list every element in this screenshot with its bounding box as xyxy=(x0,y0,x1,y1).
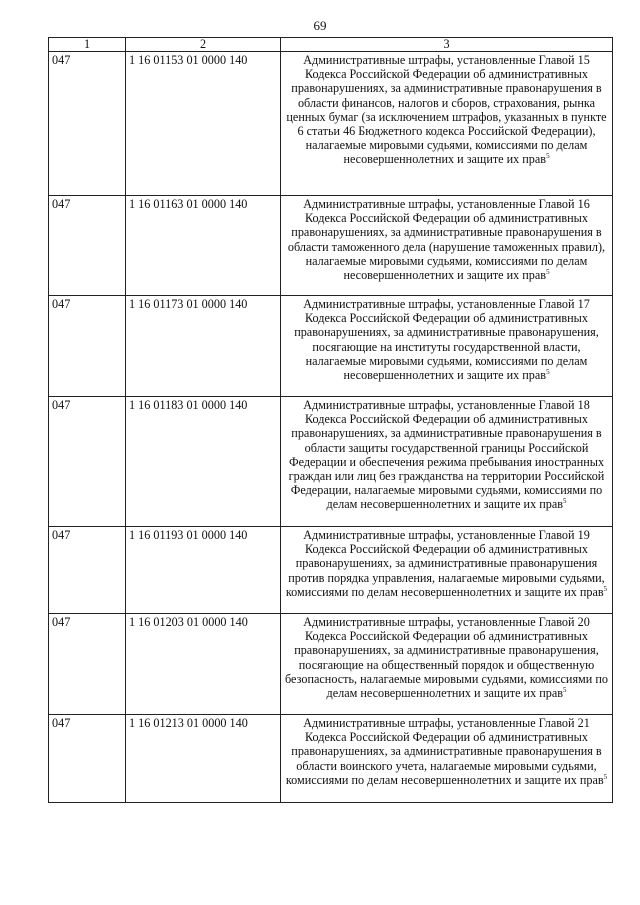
description-text: Административные штрафы, установленные Главой 15 Кодекса Российской Федерации об административных правонарушениях, за административные правонарушения в области финансов, налогов и сборов, страхования, рынка ценных бумаг (за исключением штрафов, указанных в пункте 6 статьи 46 Бюджетного кодекса Российской Федерации), налагаемые мировыми судьями, комиссиями по делам несовершеннолетних и защите их прав xyxy=(286,53,607,167)
table-row xyxy=(49,52,613,196)
admin-code-cell: 047 xyxy=(49,196,126,296)
column-header-3: 3 xyxy=(281,38,613,52)
footnote-mark: 5 xyxy=(546,152,550,161)
budget-code-cell: 1 16 01213 01 0000 140 xyxy=(126,715,281,803)
footnote-mark: 5 xyxy=(603,772,608,781)
admin-code-cell: 047 xyxy=(49,715,126,803)
table-row xyxy=(49,397,613,527)
description-text: Административные штрафы, установленные Главой 17 Кодекса Российской Федерации об административных правонарушениях, за административные правонарушения, посягающие на институты государственной власти, налагаемые мировыми судьями, комиссиями по делам несовершеннолетних и защите их прав xyxy=(294,297,599,383)
description-cell xyxy=(281,296,613,397)
description-cell xyxy=(281,715,613,803)
budget-code-cell: 1 16 01163 01 0000 140 xyxy=(126,196,281,296)
admin-code-cell: 047 xyxy=(49,527,126,614)
admin-code-cell: 047 xyxy=(49,52,126,196)
table-row xyxy=(49,296,613,397)
column-header-2: 2 xyxy=(126,38,281,52)
admin-code-cell: 047 xyxy=(49,296,126,397)
table-row xyxy=(49,614,613,715)
budget-code-cell: 1 16 01203 01 0000 140 xyxy=(126,614,281,715)
footnote-mark: 5 xyxy=(546,367,550,376)
footnote-mark: 5 xyxy=(546,267,550,276)
footnote-mark: 5 xyxy=(562,497,567,506)
budget-code-cell: 1 16 01173 01 0000 140 xyxy=(126,296,281,397)
table-row xyxy=(49,196,613,296)
description-cell xyxy=(281,196,613,296)
description-text: Административные штрафы, установленные Главой 21 Кодекса Российской Федерации об административных правонарушениях, за административные правонарушения в области воинского учета, налагаемые мировыми судьями, комиссиями по делам несовершеннолетних и защите их прав xyxy=(285,716,604,787)
footnote-mark: 5 xyxy=(562,685,567,694)
description-cell xyxy=(281,52,613,196)
budget-code-cell: 1 16 01153 01 0000 140 xyxy=(126,52,281,196)
footnote-mark: 5 xyxy=(603,584,608,593)
description-text: Административные штрафы, установленные Главой 18 Кодекса Российской Федерации об административных правонарушениях, за административные правонарушения в области защиты государственной границы Российской Федерации и обеспечения режима пребывания иностранных граждан или лиц без гражданства на территории Российской Федерации, налагаемые мировыми судьями, комиссиями по делам несовершеннолетних и защите их прав xyxy=(288,398,605,512)
description-text: Административные штрафы, установленные Главой 19 Кодекса Российской Федерации об административных правонарушениях, за административные правонарушения против порядка управления, налагаемые мировыми судьями, комиссиями по делам несовершеннолетних и защите их прав xyxy=(285,528,605,599)
table-row xyxy=(49,715,613,803)
budget-code-cell: 1 16 01193 01 0000 140 xyxy=(126,527,281,614)
column-header-1: 1 xyxy=(49,38,126,52)
description-cell xyxy=(281,614,613,715)
classification-table xyxy=(48,37,613,803)
admin-code-cell: 047 xyxy=(49,614,126,715)
budget-code-cell: 1 16 01183 01 0000 140 xyxy=(126,397,281,527)
description-text: Административные штрафы, установленные Главой 16 Кодекса Российской Федерации об административных правонарушениях, за административные правонарушения в области таможенного дела (нарушение таможенных правил), налагаемые мировыми судьями, комиссиями по делам несовершеннолетних и защите их прав xyxy=(287,197,606,283)
table-row xyxy=(49,527,613,614)
table-header-row xyxy=(49,38,613,52)
description-text: Административные штрафы, установленные Главой 20 Кодекса Российской Федерации об административных правонарушениях, за административные правонарушения, посягающие на общественный порядок и общественную безопасность, налагаемые мировыми судьями, комиссиями по делам несовершеннолетних и защите их прав xyxy=(285,615,608,701)
description-cell xyxy=(281,527,613,614)
admin-code-cell: 047 xyxy=(49,397,126,527)
description-cell xyxy=(281,397,613,527)
page-number: 69 xyxy=(313,18,327,33)
